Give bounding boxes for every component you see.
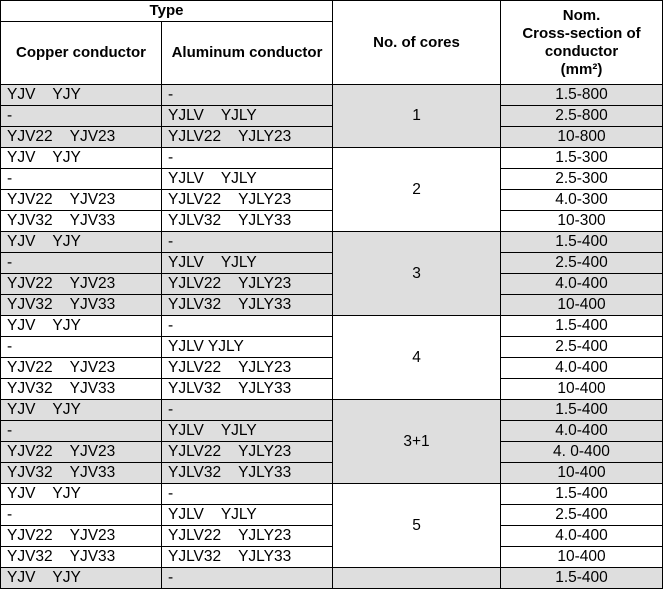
header-aluminum-conductor: Aluminum conductor <box>162 22 333 85</box>
aluminum-conductor-cell: - <box>162 148 333 169</box>
table-row <box>1 358 663 379</box>
cross-section-cell: 10-300 <box>501 211 663 232</box>
copper-conductor-cell: YJV22 YJV23 <box>1 526 162 547</box>
copper-conductor-cell: - <box>1 253 162 274</box>
cross-section-cell: 4.0-400 <box>501 421 663 442</box>
copper-conductor-cell: - <box>1 421 162 442</box>
copper-conductor-cell: YJV22 YJV23 <box>1 274 162 295</box>
copper-conductor-cell: YJV YJY <box>1 484 162 505</box>
table-row <box>1 169 663 190</box>
aluminum-conductor-cell: YJLV YJLY <box>162 253 333 274</box>
copper-conductor-cell: YJV22 YJV23 <box>1 127 162 148</box>
aluminum-conductor-cell: YJLV22 YJLY23 <box>162 274 333 295</box>
table-row <box>1 85 663 106</box>
cross-section-cell: 1.5-400 <box>501 400 663 421</box>
table-row <box>1 463 663 484</box>
no-of-cores-cell <box>333 568 501 589</box>
copper-conductor-cell: YJV YJY <box>1 232 162 253</box>
aluminum-conductor-cell: - <box>162 568 333 589</box>
no-of-cores-cell: 1 <box>333 85 501 148</box>
copper-conductor-cell: YJV32 YJV33 <box>1 295 162 316</box>
table-row <box>1 526 663 547</box>
aluminum-conductor-cell: - <box>162 316 333 337</box>
table-row <box>1 442 663 463</box>
table-row <box>1 505 663 526</box>
no-of-cores-cell: 3 <box>333 232 501 316</box>
no-of-cores-cell: 2 <box>333 148 501 232</box>
header-nom-cross-section <box>501 1 663 85</box>
aluminum-conductor-cell: YJLV YJLY <box>162 337 333 358</box>
copper-conductor-cell: YJV22 YJV23 <box>1 190 162 211</box>
table-row <box>1 379 663 400</box>
aluminum-conductor-cell: YJLV YJLY <box>162 169 333 190</box>
table-row <box>1 211 663 232</box>
aluminum-conductor-cell: - <box>162 232 333 253</box>
cross-section-cell: 10-800 <box>501 127 663 148</box>
table-row <box>1 232 663 253</box>
aluminum-conductor-cell: YJLV32 YJLY33 <box>162 463 333 484</box>
copper-conductor-cell: YJV YJY <box>1 400 162 421</box>
aluminum-conductor-cell: YJLV YJLY <box>162 421 333 442</box>
header-nom-label: Nom. <box>562 6 601 24</box>
table-row <box>1 316 663 337</box>
copper-conductor-cell: YJV YJY <box>1 85 162 106</box>
table-row <box>1 274 663 295</box>
copper-conductor-cell: YJV32 YJV33 <box>1 211 162 232</box>
aluminum-conductor-cell: YJLV22 YJLY23 <box>162 358 333 379</box>
aluminum-conductor-cell: YJLV YJLY <box>162 106 333 127</box>
table-row <box>1 484 663 505</box>
cross-section-cell: 1.5-400 <box>501 484 663 505</box>
cross-section-cell: 4.0-300 <box>501 190 663 211</box>
aluminum-conductor-cell: YJLV32 YJLY33 <box>162 211 333 232</box>
aluminum-conductor-cell: YJLV32 YJLY33 <box>162 379 333 400</box>
table-row <box>1 400 663 421</box>
table-row <box>1 106 663 127</box>
table-row <box>1 568 663 589</box>
aluminum-conductor-cell: YJLV22 YJLY23 <box>162 190 333 211</box>
copper-conductor-cell: YJV22 YJV23 <box>1 442 162 463</box>
table-row <box>1 295 663 316</box>
cross-section-cell: 10-400 <box>501 547 663 568</box>
aluminum-conductor-cell: YJLV22 YJLY23 <box>162 526 333 547</box>
cross-section-cell: 1.5-800 <box>501 85 663 106</box>
copper-conductor-cell: - <box>1 169 162 190</box>
aluminum-conductor-cell: YJLV YJLY <box>162 505 333 526</box>
aluminum-conductor-cell: YJLV32 YJLY33 <box>162 547 333 568</box>
table-row <box>1 421 663 442</box>
no-of-cores-cell: 3+1 <box>333 400 501 484</box>
cross-section-cell: 10-400 <box>501 463 663 484</box>
copper-conductor-cell: YJV YJY <box>1 568 162 589</box>
cross-section-cell: 2.5-400 <box>501 253 663 274</box>
cross-section-cell: 2.5-400 <box>501 337 663 358</box>
copper-conductor-cell: YJV YJY <box>1 316 162 337</box>
copper-conductor-cell: YJV32 YJV33 <box>1 379 162 400</box>
cross-section-cell: 1.5-400 <box>501 316 663 337</box>
no-of-cores-cell: 5 <box>333 484 501 568</box>
aluminum-conductor-cell: YJLV22 YJLY23 <box>162 442 333 463</box>
copper-conductor-cell: - <box>1 505 162 526</box>
copper-conductor-cell: YJV YJY <box>1 148 162 169</box>
aluminum-conductor-cell: - <box>162 85 333 106</box>
aluminum-conductor-cell: - <box>162 484 333 505</box>
table-row <box>1 547 663 568</box>
copper-conductor-cell: YJV32 YJV33 <box>1 547 162 568</box>
table-header <box>1 1 663 85</box>
cross-section-cell: 2.5-300 <box>501 169 663 190</box>
cross-section-cell: 1.5-400 <box>501 568 663 589</box>
table-row <box>1 190 663 211</box>
table-row <box>1 127 663 148</box>
aluminum-conductor-cell: YJLV32 YJLY33 <box>162 295 333 316</box>
no-of-cores-cell: 4 <box>333 316 501 400</box>
cross-section-cell: 2.5-400 <box>501 505 663 526</box>
cross-section-cell: 1.5-400 <box>501 232 663 253</box>
cross-section-cell: 4.0-400 <box>501 526 663 547</box>
cross-section-cell: 10-400 <box>501 379 663 400</box>
copper-conductor-cell: YJV22 YJV23 <box>1 358 162 379</box>
cross-section-cell: 4.0-400 <box>501 274 663 295</box>
cross-section-cell: 4.0-400 <box>501 358 663 379</box>
table-row <box>1 337 663 358</box>
copper-conductor-cell: - <box>1 337 162 358</box>
copper-conductor-cell: - <box>1 106 162 127</box>
table-row <box>1 253 663 274</box>
header-unit-label: (mm²) <box>560 60 603 78</box>
table-row <box>1 148 663 169</box>
header-no-of-cores: No. of cores <box>333 1 501 85</box>
cross-section-cell: 10-400 <box>501 295 663 316</box>
table-body <box>1 85 663 589</box>
aluminum-conductor-cell: YJLV22 YJLY23 <box>162 127 333 148</box>
cross-section-cell: 4. 0-400 <box>501 442 663 463</box>
cross-section-cell: 1.5-300 <box>501 148 663 169</box>
copper-conductor-cell: YJV32 YJV33 <box>1 463 162 484</box>
aluminum-conductor-cell: - <box>162 400 333 421</box>
cross-section-cell: 2.5-800 <box>501 106 663 127</box>
header-copper-conductor: Copper conductor <box>1 22 162 85</box>
header-type: Type <box>1 1 333 22</box>
header-cross-section-label: Cross-section of conductor <box>522 24 641 60</box>
